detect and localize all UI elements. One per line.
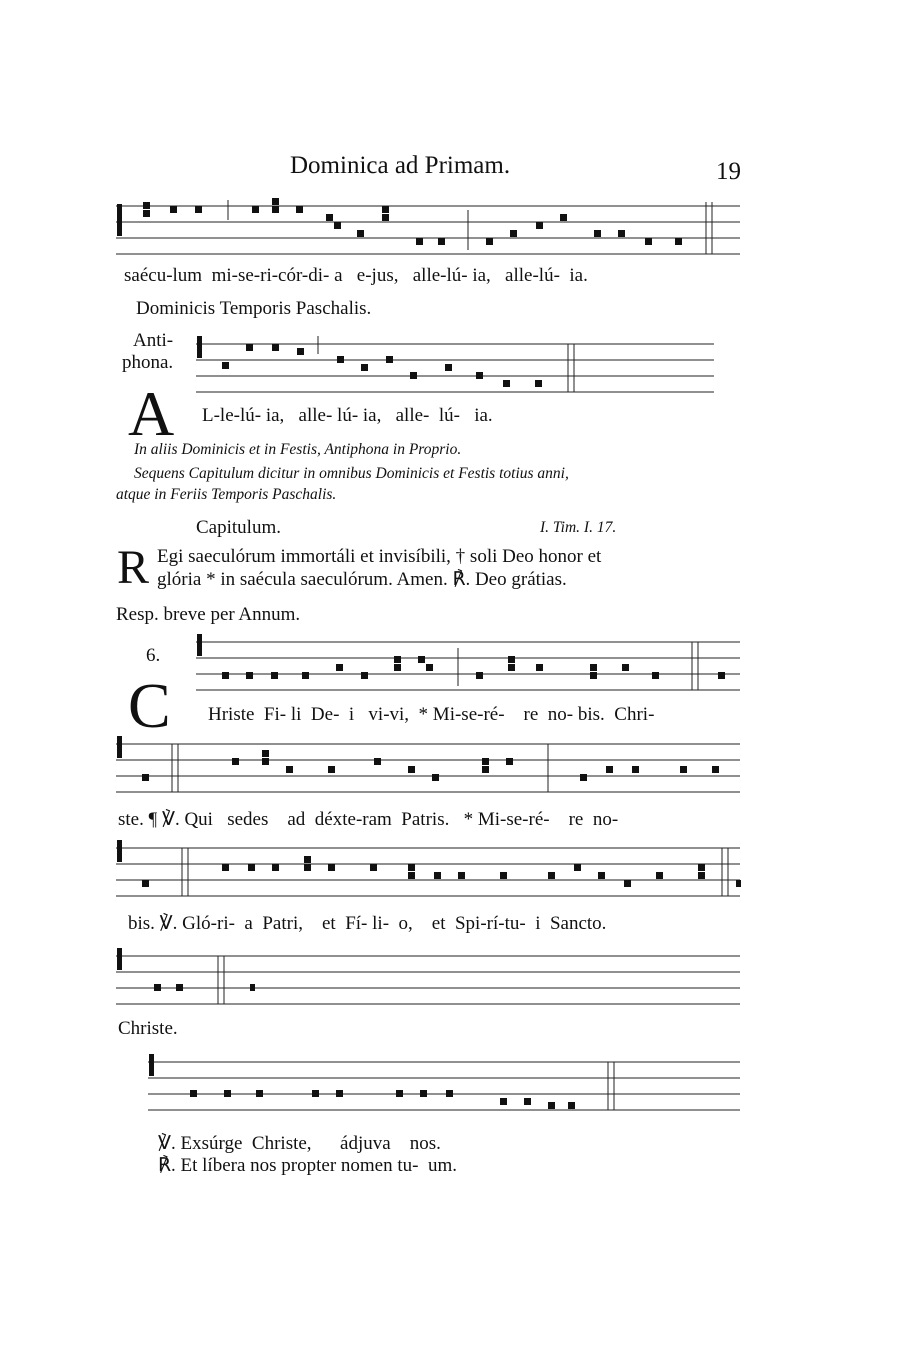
capitulum-line-1: Egi saeculórum immortáli et invisíbili, † soli Deo honor et	[157, 546, 602, 567]
antiphona-label-1: Anti-	[133, 330, 174, 351]
rubric-line-1: In aliis Dominicis et in Festis, Antiphona in Proprio.	[134, 441, 462, 458]
rubric-line-3: atque in Feriis Temporis Paschalis.	[116, 486, 337, 503]
page-title: Dominica ad Primam.	[290, 152, 511, 179]
staff-3	[196, 634, 740, 690]
antiphona-label-2: phona.	[122, 352, 174, 373]
responsory-mode: 6.	[146, 645, 161, 666]
paschal-initial: A	[128, 378, 175, 449]
responsory-lyrics-3: bis. ℣. Gló-ri- a Patri, et Fí- li- o, et Spi-rí-tu- i Sancto.	[128, 913, 607, 934]
capitulum-heading: Capitulum.	[196, 517, 281, 538]
staff-5	[116, 840, 741, 896]
staff-2	[196, 336, 714, 392]
capitulum-reference: I. Tim. I. 17.	[540, 519, 617, 536]
capitulum-line-2: glória * in saécula saeculórum. Amen. ℟. Deo grátias.	[157, 569, 567, 590]
responsory-lyrics-1: Hriste Fi- li De- i vi-vi, * Mi-se-ré- re no- bis. Chri-	[208, 704, 655, 725]
capitulum-initial: R	[117, 541, 150, 594]
staff-4	[116, 736, 740, 792]
responsory-lyrics-4: Christe.	[118, 1018, 178, 1039]
responsory-initial: C	[128, 670, 171, 741]
paschal-heading: Dominicis Temporis Paschalis.	[136, 298, 372, 319]
page-number: 19	[716, 158, 741, 185]
responsory-lyrics-2: ste. ¶ ℣. Qui sedes ad déxte-ram Patris. * Mi-se-ré- re no-	[118, 809, 619, 830]
staff-7	[148, 1054, 740, 1110]
rubric-line-2: Sequens Capitulum dicitur in omnibus Dominicis et Festis totius anni,	[134, 465, 569, 482]
staff-1	[116, 198, 740, 254]
versicle-line-1: ℣. Exsúrge Christe, ádjuva nos.	[158, 1133, 441, 1154]
responsory-heading: Resp. breve per Annum.	[116, 604, 301, 625]
paschal-lyrics: L-le-lú- ia, alle- lú- ia, alle- lú- ia.	[202, 405, 493, 426]
chant1-lyrics: saécu-lum mi-se-ri-cór-di- a e-jus, alle-lú- ia, alle-lú- ia.	[124, 265, 588, 286]
staff-6	[116, 948, 740, 1004]
versicle-line-2: ℟. Et líbera nos propter nomen tu- um.	[158, 1155, 457, 1176]
